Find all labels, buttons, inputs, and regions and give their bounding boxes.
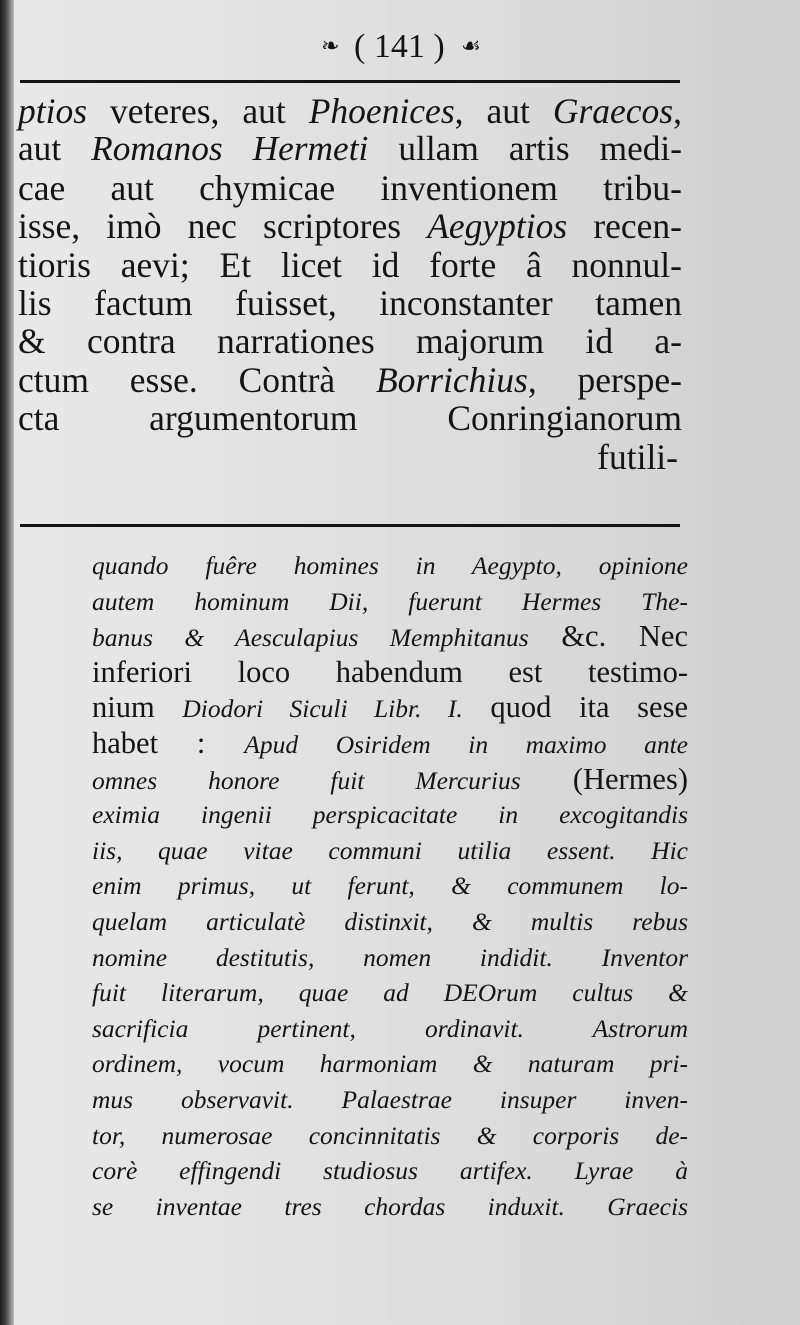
footnote-line bbox=[92, 690, 688, 726]
italic-text-segment: banus & Aesculapius Memphitanus bbox=[92, 623, 529, 653]
footnote-line bbox=[92, 726, 688, 762]
italic-text-segment: omnes honore fuit Mercurius bbox=[92, 765, 521, 795]
footnote-line bbox=[92, 975, 688, 1011]
footnote-line bbox=[92, 940, 688, 976]
italic-text-segment: iis, quae vitae communi utilia essent. Hic bbox=[92, 835, 688, 865]
italic-text-segment: quando fuêre homines in Aegypto, opinione bbox=[92, 551, 688, 580]
italic-text-segment: quelam articulatè distinxit, & multis rebus bbox=[92, 906, 688, 936]
italic-text-segment: eximia ingenii perspicacitate in excogitandis bbox=[92, 800, 688, 830]
footnote-separator-rule bbox=[20, 524, 680, 527]
italic-text-segment: Aegyptios bbox=[427, 206, 568, 247]
italic-text-segment: enim primus, ut ferunt, & communem lo- bbox=[92, 871, 688, 901]
italic-text-segment: se inventae tres chordas induxit. Graecis bbox=[92, 1191, 688, 1221]
footnote-line bbox=[92, 584, 688, 620]
page-number: ( 141 ) bbox=[354, 28, 445, 65]
main-text-line bbox=[18, 399, 682, 437]
text-segment: , bbox=[673, 91, 682, 131]
italic-text-segment: Borrichius bbox=[375, 359, 528, 400]
footnote-line bbox=[92, 1118, 688, 1154]
main-text-line bbox=[18, 284, 682, 322]
footnote-line bbox=[92, 797, 688, 833]
footnote-line bbox=[92, 655, 688, 691]
footnote-line bbox=[92, 619, 688, 655]
text-segment: recen- bbox=[567, 206, 682, 247]
text-segment: isse, imò nec scriptores bbox=[18, 206, 428, 247]
text-segment: lis factum fuisset, inconstanter tamen bbox=[18, 282, 682, 323]
text-segment: ctum esse. Contrà bbox=[18, 359, 376, 400]
main-text-line bbox=[18, 361, 682, 399]
italic-text-segment: Romanos Hermeti bbox=[91, 129, 369, 169]
italic-text-segment: Diodori Siculi Libr. I. bbox=[182, 694, 463, 724]
text-segment: veteres, aut bbox=[87, 91, 309, 131]
italic-text-segment: tor, numerosae concinnitatis & corporis de- bbox=[92, 1120, 688, 1150]
footnote-line bbox=[92, 1189, 688, 1225]
italic-text-segment: Phoenices bbox=[308, 91, 455, 131]
italic-text-segment: autem hominum Dii, fuerunt Hermes The- bbox=[92, 586, 688, 616]
text-segment: aut bbox=[18, 129, 92, 169]
text-segment: inferiori loco habendum est testimo- bbox=[92, 654, 688, 689]
book-gutter-shadow bbox=[0, 0, 14, 1325]
text-segment: nium bbox=[92, 690, 183, 725]
text-segment: (Hermes) bbox=[520, 761, 688, 796]
main-text-line bbox=[18, 130, 682, 168]
footnote-line bbox=[92, 762, 688, 798]
main-text-line bbox=[18, 246, 682, 284]
text-segment: , perspe- bbox=[527, 359, 682, 400]
footnote-text-block bbox=[92, 548, 688, 1224]
text-segment: & contra narrationes majorum id a- bbox=[18, 321, 682, 362]
footnote-line bbox=[92, 1046, 688, 1082]
header-rule bbox=[20, 80, 680, 83]
italic-text-segment: sacrificia pertinent, ordinavit. Astrorum bbox=[92, 1013, 688, 1043]
footnote-line bbox=[92, 1082, 688, 1118]
page-header bbox=[0, 28, 800, 78]
footnote-line bbox=[92, 904, 688, 940]
italic-text-segment: nomine destitutis, nomen indidit. Inventor bbox=[92, 942, 688, 972]
ornament-right-icon: ☙ bbox=[461, 33, 479, 58]
italic-text-segment: ptios bbox=[18, 91, 88, 131]
text-segment: habet : bbox=[92, 725, 245, 760]
main-text-line bbox=[18, 322, 682, 360]
italic-text-segment: Graecos bbox=[552, 91, 674, 131]
italic-text-segment: ordinem, vocum harmoniam & naturam pri- bbox=[92, 1049, 688, 1079]
main-text-line bbox=[18, 438, 682, 476]
text-segment: &c. Nec bbox=[528, 619, 688, 654]
italic-text-segment: corè effingendi studiosus artifex. Lyrae à bbox=[92, 1156, 688, 1186]
footnote-line bbox=[92, 1011, 688, 1047]
italic-text-segment: Apud Osiridem in maximo ante bbox=[244, 729, 688, 759]
footnote-line bbox=[92, 833, 688, 869]
ornament-left-icon: ❧ bbox=[321, 33, 338, 58]
main-text-line bbox=[18, 92, 682, 130]
main-text-line bbox=[18, 207, 682, 245]
italic-text-segment: fuit literarum, quae ad DEOrum cultus & bbox=[92, 978, 688, 1008]
text-segment: cta argumentorum Conringianorum bbox=[18, 398, 682, 439]
text-segment: tioris aevi; Et licet id forte â nonnul- bbox=[18, 244, 682, 285]
footnote-line bbox=[92, 868, 688, 904]
footnote-line bbox=[92, 1153, 688, 1189]
italic-text-segment: mus observavit. Palaestrae insuper inven- bbox=[92, 1084, 688, 1114]
text-segment: ullam artis medi- bbox=[368, 129, 683, 169]
main-text-line bbox=[18, 169, 682, 207]
text-segment: futili- bbox=[597, 436, 678, 477]
text-segment: , aut bbox=[454, 91, 553, 131]
footnote-line bbox=[92, 548, 688, 584]
text-segment: quod ita sese bbox=[462, 690, 688, 725]
text-segment: cae aut chymicae inventionem tribu- bbox=[18, 167, 682, 208]
main-text-block bbox=[18, 92, 682, 476]
